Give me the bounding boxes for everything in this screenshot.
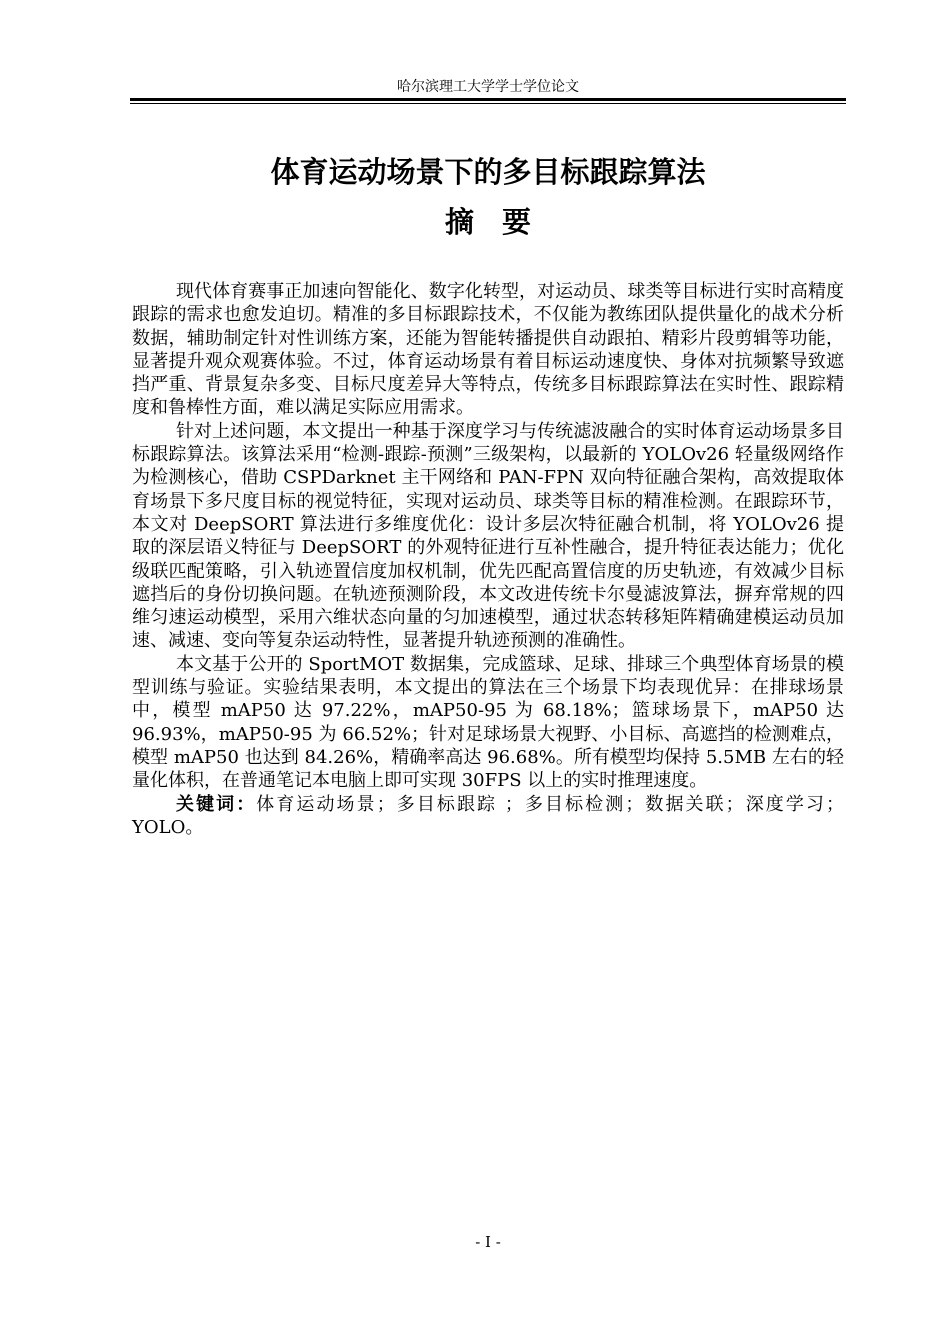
- abstract-body: [132, 280, 844, 839]
- keywords-paragraph: [132, 793, 844, 840]
- thesis-title: 体育运动场景下的多目标跟踪算法: [270, 155, 706, 189]
- abstract-paragraph-1: 现代体育赛事正加速向智能化、数字化转型，对运动员、球类等目标进行实时高精度跟踪的需求也愈发迫切。精准的多目标跟踪技术，不仅能为教练团队提供量化的战术分析数据，辅助制定针对性训练方案，还能为智能转播提供自动跟拍、精彩片段剪辑等功能，显著提升观众观赛体验。不过，体育运动场景有着目标运动速度快、身体对抗频繁导致遮挡严重、背景复杂多变、目标尺度差异大等特点，传统多目标跟踪算法在实时性、跟踪精度和鲁棒性方面，难以满足实际应用需求。: [132, 281, 844, 419]
- abstract-paragraph-2: 针对上述问题，本文提出一种基于深度学习与传统滤波融合的实时体育运动场景多目标跟踪算法。该算法采用“检测-跟踪-预测”三级架构，以最新的 YOLOv26 轻量级网络作为检测核心，借助 CSPDarknet 主干网络和 PAN-FPN 双向特征融合架构，高效提取体育场景下多尺度目标的视觉特征，实现对运动员、球类等目标的精准检测。在跟踪环节，本文对 DeepSORT 算法进行多维度优化：设计多层次特征融合机制，将 YOLOv26 提取的深层语义特征与 DeepSORT 的外观特征进行互补性融合，提升特征表达能力；优化级联匹配策略，引入轨迹置信度加权机制，优先匹配高置信度的历史轨迹，有效减少目标遮挡后的身份切换问题。在轨迹预测阶段，本文改进传统卡尔曼滤波算法，摒弃常规的四维匀速运动模型，采用六维状态向量的匀加速模型，通过状态转移矩阵精确建模运动员加速、减速、变向等复杂运动特性，显著提升轨迹预测的准确性。: [132, 420, 844, 652]
- keywords-text: 体育运动场景；多目标跟踪 ；多目标检测；数据关联；深度学习；YOLO。: [132, 793, 845, 838]
- header-rule-thin: [130, 103, 846, 104]
- running-header: 哈尔滨理工大学学士学位论文: [397, 79, 579, 95]
- header-rule-thick: [130, 98, 846, 101]
- abstract-heading: 摘要: [444, 205, 559, 239]
- abstract-paragraph-3: 本文基于公开的 SportMOT 数据集，完成篮球、足球、排球三个典型体育场景的模型训练与验证。实验结果表明，本文提出的算法在三个场景下均表现优异：在排球场景中，模型 mAP50 达 97.22%，mAP50-95 为 68.18%；篮球场景下，mAP50 达 96.93%，mAP50-95 为 66.52%；针对足球场景大视野、小目标、高遮挡的检测难点，模型 mAP50 也达到 84.26%，精确率高达 96.68%。所有模型均保持 5.5MB 左右的轻量化体积，在普通笔记本电脑上即可实现 30FPS 以上的实时推理速度。: [132, 653, 844, 792]
- keywords-label: 关键词：: [176, 793, 257, 815]
- page-number: - I -: [475, 1233, 501, 1251]
